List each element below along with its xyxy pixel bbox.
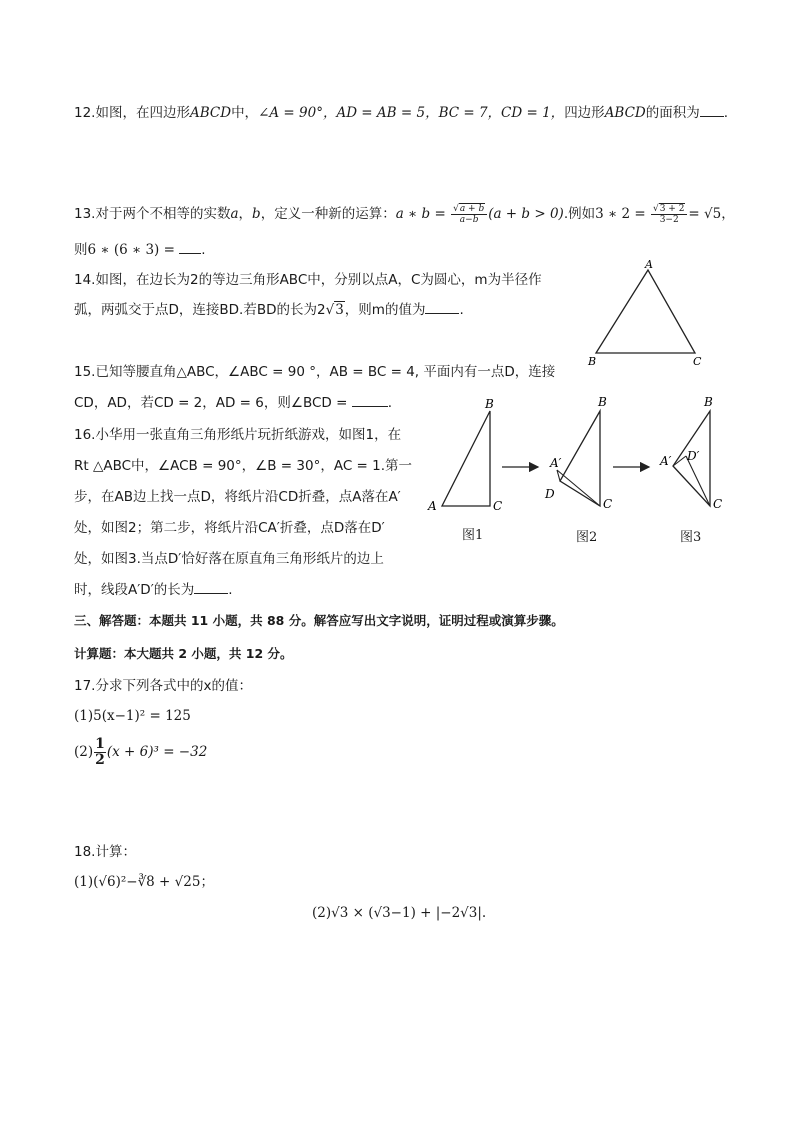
svg-text:A′: A′ [660, 454, 672, 468]
svg-text:B: B [598, 395, 607, 409]
q17-part-2: (2) $\frac{1}{2}$ (x + 6)³ = −32 [74, 736, 208, 768]
q15-line2: CD，AD，若CD = 2，AD = 6，则∠BCD = . [74, 395, 393, 411]
q14-number: 14. [74, 272, 96, 288]
q16-line6: 时，线段A′D′的长为 . [74, 582, 233, 598]
answer-blank[interactable] [179, 240, 201, 254]
svg-text:A: A [428, 499, 437, 513]
svg-text:B: B [485, 397, 494, 411]
q13-example-fraction: $\frac{√3 + 2}{3-2}$ [651, 204, 687, 225]
svg-text:A′: A′ [550, 456, 562, 470]
q13-line1: 13.对于两个不相等的实数a，b，定义一种新的运算：a ∗ b = $\frac{√a + b}{a-b}$ (a + b > 0).例如3 ∗ 2 = $\frac{√3 + 2}{3-2}$ = √5， [74, 203, 735, 225]
q12-conditions: ∠A = 90°，AD = AB = 5，BC = 7，CD = 1， [258, 105, 565, 121]
q12-line: 12.如图，在四边形ABCD中，∠A = 90°，AD = AB = 5，BC = 7，CD = 1，四边形ABCD的面积为 . [74, 105, 729, 121]
svg-text:C: C [493, 499, 503, 513]
figure-3-caption: 图3 [680, 530, 702, 545]
figure-3 [659, 395, 722, 511]
q12-number: 12. [74, 105, 96, 121]
q16-line4: 处，如图2；第二步，将纸片沿CA′折叠，点D落在D′ [74, 520, 385, 536]
q14-line1: 14.如图，在边长为2的等边三角形ABC中，分别以点A，C为圆心，m为半径作 [74, 272, 542, 288]
figure-1-caption: 图1 [462, 528, 484, 543]
q16-line2: Rt △ABC中，∠ACB = 90°，∠B = 30°，AC = 1.第一 [74, 458, 413, 474]
svg-text:D: D [545, 487, 555, 501]
answer-blank[interactable] [425, 300, 459, 314]
section-3-heading: 三、解答题：本题共 11 小题，共 88 分。解答应写出文字说明，证明过程或演算步骤。 [74, 613, 564, 628]
q14-label-b: B [588, 355, 597, 368]
svg-text:C: C [713, 497, 723, 511]
svg-text:C: C [603, 497, 613, 511]
equilateral-triangle [596, 270, 695, 353]
answer-blank[interactable] [352, 393, 388, 407]
q17-part-1: (1)5(x−1)² = 125 [74, 708, 191, 724]
q14-label-c: C [693, 355, 702, 368]
q17-stem: 17.分求下列各式中的x的值： [74, 678, 252, 694]
q15-number: 15. [74, 364, 96, 380]
q17-number: 17. [74, 678, 96, 694]
q14-label-a: A [645, 258, 653, 271]
q16-number: 16. [74, 427, 96, 443]
answer-blank[interactable] [700, 103, 724, 117]
svg-text:D′: D′ [687, 449, 700, 463]
q18-stem: 18.计算： [74, 844, 136, 860]
q16-folding-figures [420, 394, 750, 520]
figure-1 [427, 397, 502, 513]
q13-number: 13. [74, 206, 96, 222]
q18-part-1: (1)(√6)²−∛8 + √25； [74, 874, 214, 890]
q14-line2: 弧，两弧交于点D，连接BD.若BD的长为2√3，则m的值为 . [74, 302, 464, 318]
q13-fraction: $\frac{√a + b}{a-b}$ [451, 204, 487, 225]
q13-line2: 则6 ∗ (6 ∗ 3) = . [74, 242, 206, 258]
q16-line5: 处，如图3.当点D′恰好落在原直角三角形纸片的边上 [74, 551, 384, 567]
q15-line1: 15.已知等腰直角△ABC，∠ABC = 90 °，AB = BC = 4, 平面内有一点D，连接 [74, 364, 556, 380]
svg-text:B: B [704, 395, 713, 409]
q14-triangle-figure [585, 258, 705, 370]
section-3-subheading: 计算题：本大题共 2 小题，共 12 分。 [74, 646, 293, 661]
q18-part-2: (2)√3 × (√3−1) + |−2√3|. [312, 905, 487, 921]
answer-blank[interactable] [194, 580, 228, 594]
q16-line1: 16.小华用一张直角三角形纸片玩折纸游戏，如图1，在 [74, 427, 402, 443]
q17-half-fraction: $\frac{1}{2}$ [95, 736, 105, 768]
q18-number: 18. [74, 844, 96, 860]
q16-line3: 步，在AB边上找一点D，将纸片沿CD折叠，点A落在A′ [74, 489, 401, 505]
figure-2 [544, 395, 612, 511]
figure-2-caption: 图2 [576, 530, 598, 545]
